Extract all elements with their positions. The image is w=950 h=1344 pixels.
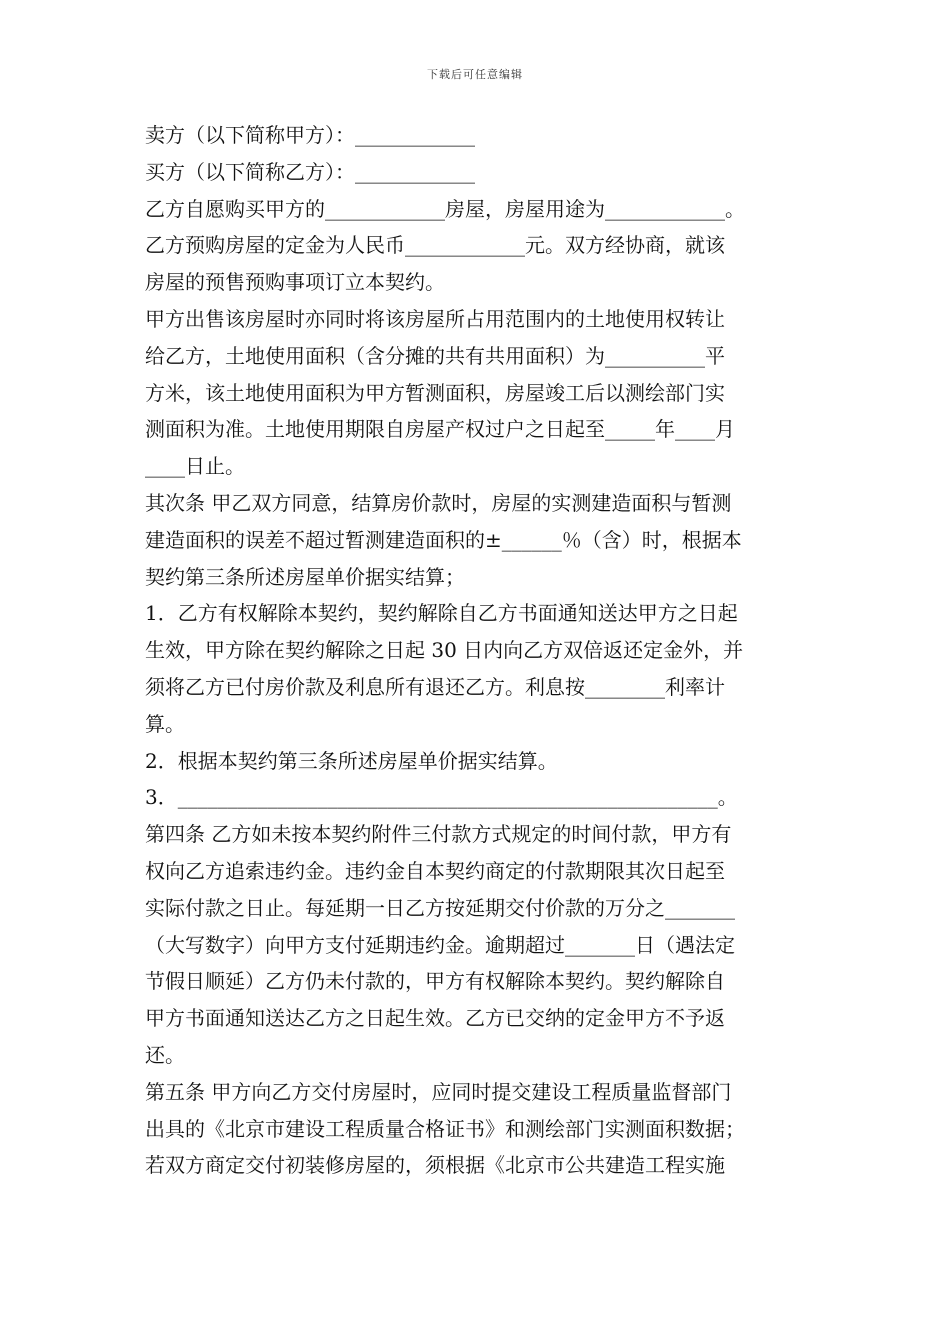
- paragraph-line: ____日止。: [145, 454, 245, 479]
- paragraph-line: 算。: [145, 711, 185, 736]
- paragraph-line: 若双方商定交付初装修房屋的，须根据《北京市公共建造工程实施: [145, 1153, 725, 1178]
- paragraph-line: 乙方自愿购买甲方的____________房屋，房屋用途为____________。: [145, 196, 745, 221]
- paragraph-line: 实际付款之日止。每延期一日乙方按延期交付价款的万分之_______: [145, 895, 735, 920]
- paragraph-line: 权向乙方追索违约金。违约金自本契约商定的付款期限其次日起至: [145, 858, 725, 883]
- paragraph-line: 生效，甲方除在契约解除之日起 30 日内向乙方双倍返还定金外，并: [145, 638, 744, 663]
- paragraph-line: 给乙方，土地使用面积（含分摊的共有共用面积）为__________平: [145, 343, 725, 368]
- seller-line: 卖方（以下简称甲方）：____________: [145, 123, 475, 147]
- paragraph-line: 甲方出售该房屋时亦同时将该房屋所占用范围内的土地使用权转让: [145, 306, 725, 331]
- paragraph-line: 测面积为准。土地使用期限自房屋产权过户之日起至_____年____月: [145, 417, 735, 442]
- paragraph-line: 甲方书面通知送达乙方之日起生效。乙方已交纳的定金甲方不予返: [145, 1006, 725, 1031]
- article-2-line: 其次条 甲乙双方同意，结算房价款时，房屋的实测建造面积与暂测: [145, 490, 732, 515]
- buyer-line: 买方（以下简称乙方）：____________: [145, 159, 475, 184]
- item-1-line: 1．乙方有权解除本契约，契约解除自乙方书面通知送达甲方之日起: [145, 601, 738, 626]
- paragraph-line: 乙方预购房屋的定金为人民币____________元。双方经协商，就该: [145, 233, 725, 258]
- paragraph-line: 房屋的预售预购事项订立本契约。: [145, 270, 445, 295]
- paragraph-line: 须将乙方已付房价款及利息所有退还乙方。利息按________利率计: [145, 674, 725, 699]
- article-5-line: 第五条 甲方向乙方交付房屋时，应同时提交建设工程质量监督部门: [145, 1079, 732, 1104]
- item-2-line: 2．根据本契约第三条所述房屋单价据实结算。: [145, 748, 558, 773]
- paragraph-line: 方米，该土地使用面积为甲方暂测面积，房屋竣工后以测绘部门实: [145, 380, 725, 405]
- paragraph-line: （大写数字）向甲方支付延期违约金。逾期超过_______日（遇法定: [145, 932, 735, 957]
- item-3-line: 3．______________________________________________________。: [145, 785, 738, 810]
- paragraph-line: 还。: [145, 1042, 185, 1067]
- contract-body: [145, 117, 815, 1184]
- paragraph-line: 契约第三条所述房屋单价据实结算；: [145, 564, 465, 589]
- article-4-line: 第四条 乙方如未按本契约附件三付款方式规定的时间付款，甲方有: [145, 822, 732, 847]
- paragraph-line: 节假日顺延）乙方仍未付款的，甲方有权解除本契约。契约解除自: [145, 969, 725, 994]
- paragraph-line: 出具的《北京市建设工程质量合格证书》和测绘部门实测面积数据；: [145, 1116, 745, 1141]
- paragraph-line: 建造面积的误差不超过暂测建造面积的±______％（含）时，根据本: [145, 527, 742, 552]
- page-header: 下载后可任意编辑: [427, 68, 523, 81]
